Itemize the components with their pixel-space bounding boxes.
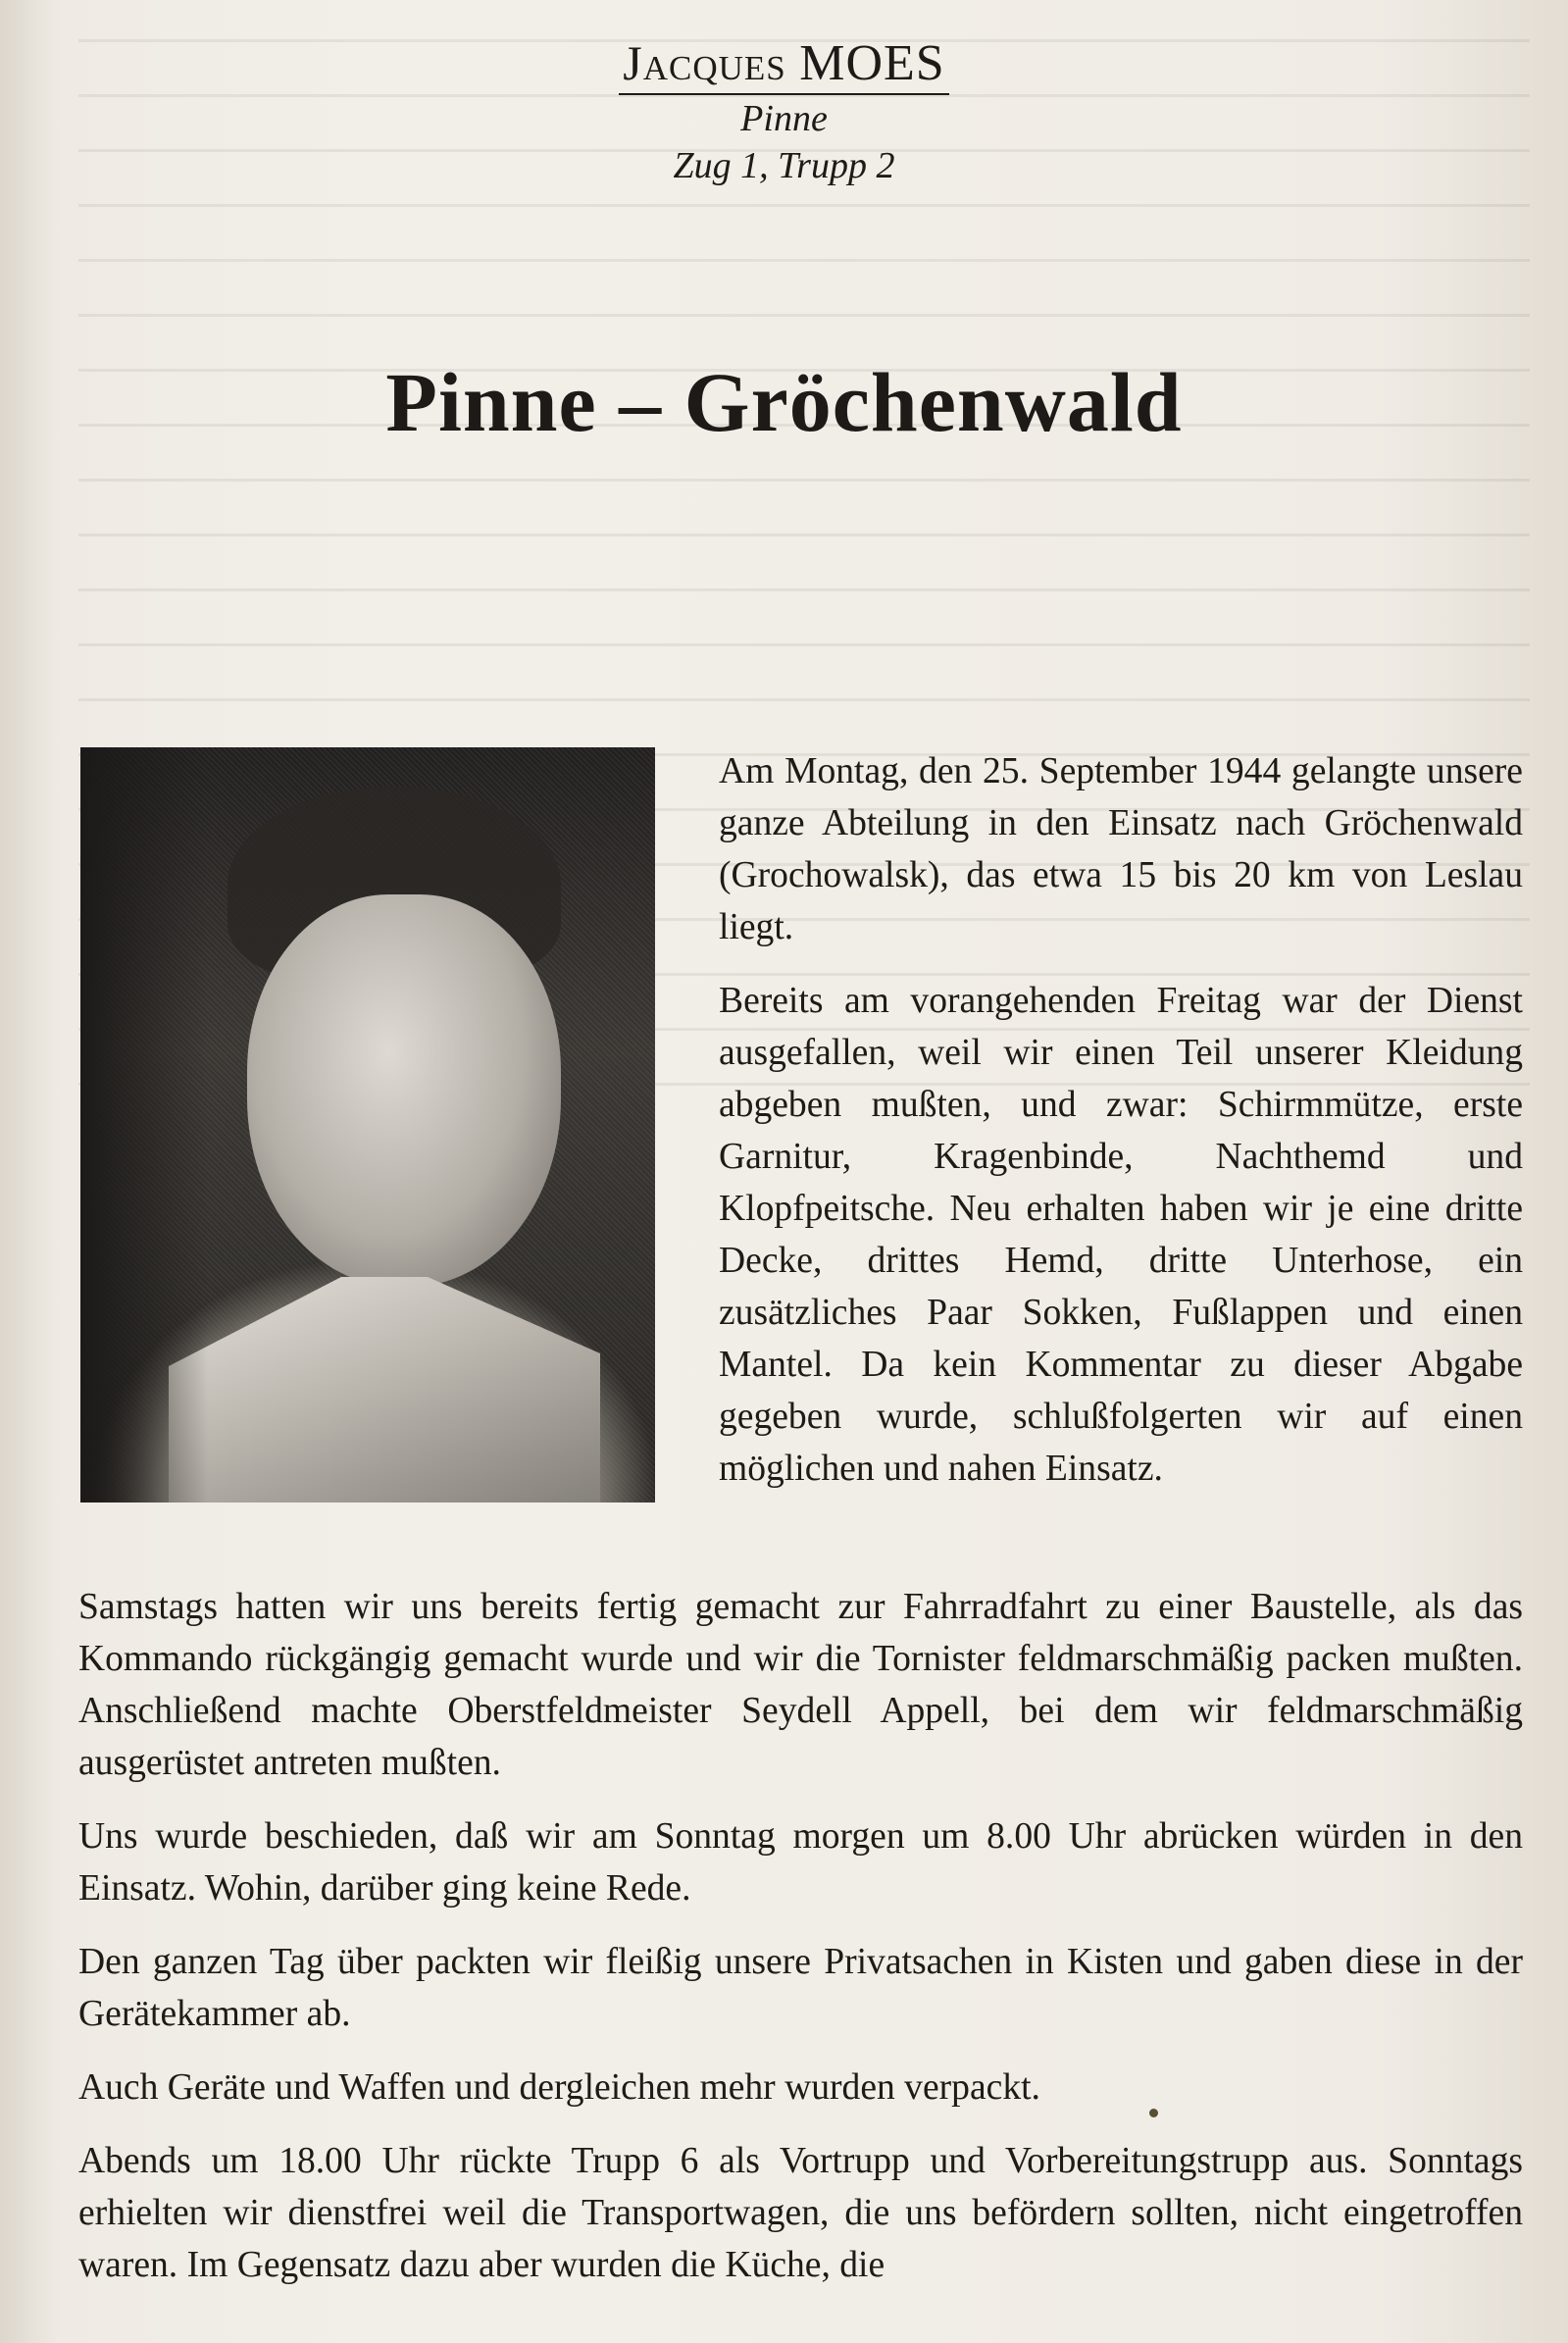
paragraph: Abends um 18.00 Uhr rückte Trupp 6 als Vortrupp und Vorbereitungstrupp aus. Sonntags erhielten wir dienstfrei weil die Transportwagen, die uns befördern sollten, nicht eingetroffen waren. Im Gegensatz dazu aber wurden die Küche, die: [78, 2141, 1523, 2285]
paragraph: Samstags hatten wir uns bereits fertig gemacht zur Fahrradfahrt zu einer Baustelle, als das Kommando rückgängig gemacht wurde und wir die Tornister feldmarschmäßig packen mußten. Anschließend machte Oberstfeldmeister Seydell Appell, bei dem wir feldmarschmäßig ausgerüstet antreten mußten.: [78, 1587, 1523, 1783]
chapter-header: [0, 35, 1568, 189]
author-given-name: Jacques: [623, 35, 786, 90]
portrait-photo: [80, 747, 655, 1503]
ink-speck: [1149, 2109, 1158, 2117]
text-beside-photo: [719, 745, 1523, 1516]
paragraph: Bereits am vorangehenden Freitag war der Dienst ausgefallen, weil wir einen Teil unserer Kleidung abgeben mußten, und zwar: Schirmmütze, erste Garnitur, Kragenbinde, Nachthemd und Klopfpeitsche. Neu erhalten haben wir je eine dritte Decke, drittes Hemd, dritte Unterhose, ein zusätzliches Paar Sokken, Fußlappen und einen Mantel. Da kein Kommentar zu dieser Abgabe gegeben wurde, schlußfolgerten wir auf einen möglichen und nahen Einsatz.: [719, 981, 1523, 1489]
author-surname: MOES: [799, 35, 945, 91]
photo-collar: [169, 1277, 600, 1503]
author-place: Pinne: [740, 98, 828, 139]
body-text: [78, 1581, 1523, 2313]
paragraph: Den ganzen Tag über packten wir fleißig unsere Privatsachen in Kisten und gaben diese in der Gerätekammer ab.: [78, 1942, 1523, 2034]
photo-shadow: [80, 747, 208, 1503]
photo-face: [247, 894, 561, 1287]
paragraph: Auch Geräte und Waffen und dergleichen mehr wurden verpackt.: [78, 2067, 1040, 2108]
paragraph: Uns wurde beschieden, daß wir am Sonntag morgen um 8.00 Uhr abrücken würden in den Einsatz. Wohin, darüber ging keine Rede.: [78, 1816, 1523, 1909]
author-unit: Zug 1, Trupp 2: [673, 145, 895, 186]
chapter-title: Pinne – Gröchenwald: [385, 355, 1183, 449]
author-name: [619, 35, 948, 95]
paragraph: Am Montag, den 25. September 1944 gelangte unsere ganze Abteilung in den Einsatz nach Gröchenwald (Grochowalsk), das etwa 15 bis 20 km von Leslau liegt.: [719, 751, 1523, 947]
